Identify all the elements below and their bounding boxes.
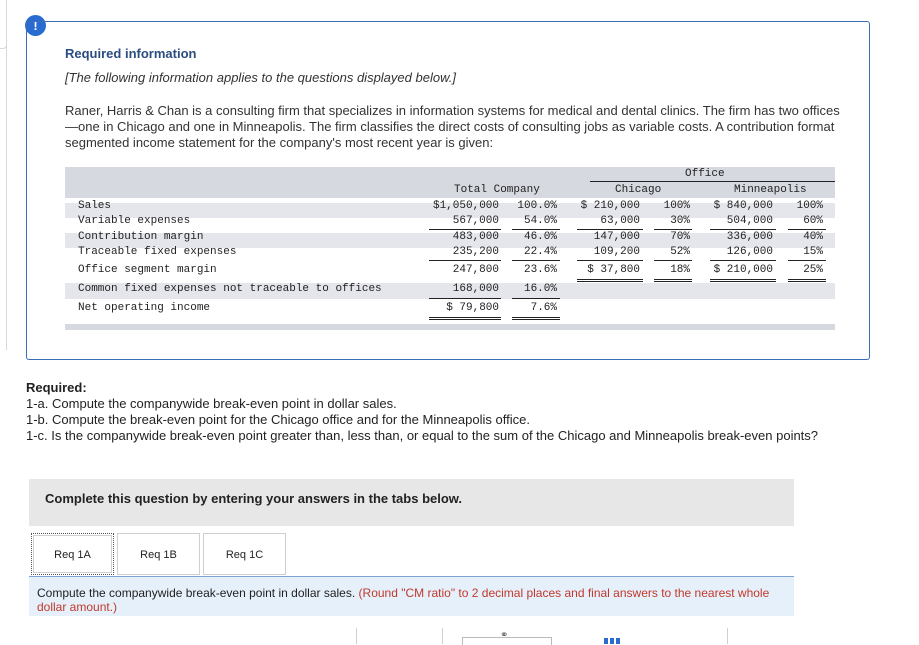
cm-minneapolis-pct: 40% — [803, 231, 823, 243]
underline — [710, 260, 776, 261]
office-header: Office — [685, 168, 725, 180]
prompt-rounding-note: (Round "CM ratio" to 2 decimal places and final answers to the nearest whole dollar amount.) — [37, 586, 770, 614]
double-underline — [710, 279, 776, 282]
underline — [429, 260, 501, 261]
required-section — [26, 380, 856, 444]
underline — [710, 229, 776, 230]
double-underline — [788, 279, 826, 282]
required-item-1c: 1-c. Is the companywide break-even point greater than, less than, or equal to the sum of the Chicago and Minneapolis break-even points? — [26, 428, 819, 443]
variable-chicago: 63,000 — [600, 215, 640, 227]
double-underline — [429, 317, 501, 320]
row-label-net-operating-income: Net operating income — [78, 302, 211, 314]
noi-total: $ 79,800 — [446, 302, 499, 314]
variable-minneapolis-pct: 60% — [803, 215, 823, 227]
cm-total: 483,000 — [452, 231, 499, 243]
sales-total-pct: 100.0% — [517, 200, 557, 212]
double-underline — [512, 317, 560, 320]
alert-icon: ! — [25, 15, 46, 36]
double-underline — [654, 279, 692, 282]
traceable-total-pct: 22.4% — [523, 246, 557, 258]
sales-minneapolis: $ 840,000 — [713, 200, 773, 212]
row-label-contribution-margin: Contribution margin — [78, 231, 204, 243]
variable-total: 567,000 — [452, 215, 499, 227]
row-label-common-fixed: Common fixed expenses not traceable to offices — [78, 283, 382, 295]
sales-total: $1,050,000 — [432, 200, 499, 212]
underline — [577, 229, 643, 230]
segment-minneapolis-pct: 25% — [803, 264, 823, 276]
question-prompt-box — [29, 576, 794, 616]
variable-total-pct: 54.0% — [523, 215, 557, 227]
column-divider — [727, 628, 728, 644]
col-chicago: Chicago — [615, 184, 662, 196]
cm-minneapolis: 336,000 — [726, 231, 773, 243]
underline — [429, 298, 501, 299]
tab-req-1b[interactable]: Req 1B — [117, 533, 200, 575]
office-underline — [590, 181, 835, 182]
sales-chicago: $ 210,000 — [580, 200, 640, 212]
segment-total: 247,800 — [452, 264, 499, 276]
col-total-company: Total Company — [454, 184, 540, 196]
segment-total-pct: 23.6% — [523, 264, 557, 276]
cm-chicago: 147,000 — [593, 231, 640, 243]
info-note: [The following information applies to the questions displayed below.] — [65, 70, 456, 85]
traceable-total: 235,200 — [452, 246, 499, 258]
underline — [512, 260, 560, 261]
table-bottom-band — [65, 324, 835, 330]
problem-description: Raner, Harris & Chan is a consulting firm that specializes in information systems for medical and dental clinics. The firm has two offices—one in Chicago and one in Minneapolis. The firm classifies the direct costs of consulting jobs as variable costs. A contribution format segmented income statement for the company's most recent year is given: — [65, 103, 840, 150]
dots-icon — [604, 638, 622, 644]
variable-minneapolis: 504,000 — [726, 215, 773, 227]
underline — [512, 298, 560, 299]
cm-chicago-pct: 70% — [670, 231, 690, 243]
segmented-income-statement — [65, 167, 835, 330]
traceable-chicago-pct: 52% — [670, 246, 690, 258]
underline — [788, 260, 826, 261]
common-total-pct: 16.0% — [523, 283, 557, 295]
sales-chicago-pct: 100% — [663, 200, 690, 212]
complete-instructions: Complete this question by entering your answers in the tabs below. — [45, 491, 463, 506]
segment-chicago-pct: 18% — [670, 264, 690, 276]
underline — [429, 229, 501, 230]
traceable-chicago: 109,200 — [593, 246, 640, 258]
col-minneapolis: Minneapolis — [734, 184, 807, 196]
row-label-variable-expenses: Variable expenses — [78, 215, 191, 227]
column-divider — [442, 628, 443, 644]
question-prompt — [37, 586, 782, 614]
underline — [512, 229, 560, 230]
traceable-minneapolis: 126,000 — [726, 246, 773, 258]
row-label-sales: Sales — [78, 200, 112, 212]
row-label-office-segment-margin: Office segment margin — [78, 264, 217, 276]
common-total: 168,000 — [452, 283, 499, 295]
complete-instructions-box — [29, 479, 794, 526]
required-item-1a: 1-a. Compute the companywide break-even point in dollar sales. — [26, 396, 397, 411]
answer-area-top — [0, 622, 919, 644]
cm-total-pct: 46.0% — [523, 231, 557, 243]
segment-minneapolis: $ 210,000 — [713, 264, 773, 276]
underline — [788, 229, 826, 230]
sales-minneapolis-pct: 100% — [796, 200, 823, 212]
noi-total-pct: 7.6% — [530, 302, 557, 314]
double-underline — [577, 279, 643, 282]
tab-req-1c[interactable]: Req 1C — [203, 533, 286, 575]
required-title: Required: — [26, 380, 87, 395]
tab-req-1a[interactable]: Req 1A — [31, 533, 114, 575]
column-divider — [356, 628, 357, 644]
underline — [654, 260, 692, 261]
row-label-traceable-fixed: Traceable fixed expenses — [78, 246, 237, 258]
required-information-heading: Required information — [65, 46, 197, 61]
underline — [654, 229, 692, 230]
prompt-text: Compute the companywide break-even point in dollar sales. — [37, 586, 356, 600]
left-rail — [0, 0, 7, 350]
variable-chicago-pct: 30% — [670, 215, 690, 227]
traceable-minneapolis-pct: 15% — [803, 246, 823, 258]
segment-chicago: $ 37,800 — [587, 264, 640, 276]
required-item-1b: 1-b. Compute the break-even point for the Chicago office and for the Minneapolis office. — [26, 412, 530, 427]
underline — [577, 260, 643, 261]
link-icon[interactable]: ⚭ — [500, 630, 509, 641]
